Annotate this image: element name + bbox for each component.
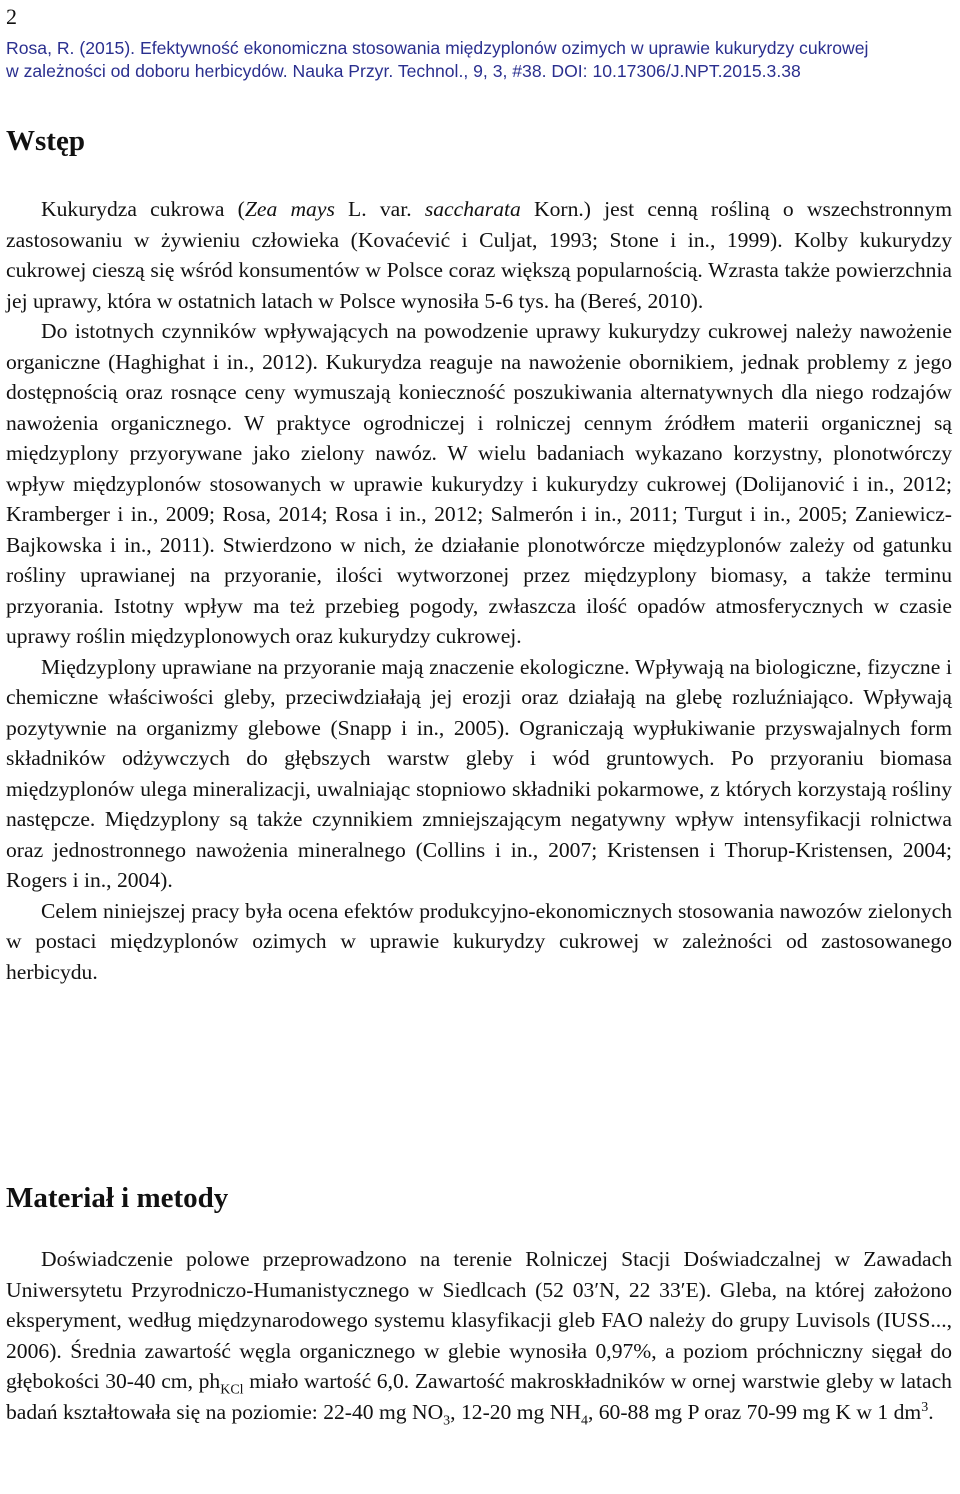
- citation-line-1: Rosa, R. (2015). Efektywność ekonomiczna stosowania międzyplonów ozimych w uprawie kukurydzy cukrowej: [6, 38, 869, 58]
- italic-run: Zea mays: [244, 197, 335, 221]
- superscript: 3: [921, 1399, 929, 1415]
- section-intro-body: [6, 194, 952, 987]
- subscript: 3: [443, 1412, 451, 1428]
- intro-paragraph-4: Celem niniejszej pracy była ocena efektów produkcyjno-ekonomicznych stosowania nawozów zielonych w postaci międzyplonów ozimych w uprawie kukurydzy cukrowej w zależności od zastosowanego herbicydu.: [6, 898, 952, 984]
- subscript: KCl: [220, 1382, 244, 1398]
- intro-paragraph-1: [6, 194, 952, 316]
- section-heading-methods: Materiał i metody: [6, 1182, 229, 1214]
- citation-line-2: w zależności od doboru herbicydów. Nauka Przyr. Technol., 9, 3, #38. DOI: 10.17306/J.NPT.2015.3.38: [6, 61, 801, 81]
- text-run: .: [928, 1399, 934, 1424]
- subscript: 4: [580, 1412, 588, 1428]
- section-heading-intro: Wstęp: [6, 125, 85, 157]
- text-run: L. var.: [334, 197, 425, 221]
- text-run: Kukurydza cukrowa (: [41, 197, 245, 221]
- page-number: 2: [6, 4, 17, 29]
- intro-paragraph-2: Do istotnych czynników wpływających na powodzenie uprawy kukurydzy cukrowej należy nawożenie organiczne (Haghighat i in., 2012). Kukurydza reaguje na nawożenie obornikiem, jednak problemy z jego dostępnością oraz rosnące ceny wymuszają konieczność poszukiwania alternatywnych dla niego rodzajów nawożenia organicznego. W praktyce ogrodniczej i rolniczej cennym źródłem materii organicznej są międzyplony przyorywane jako zielony nawóz. W wielu badaniach wykazano korzystny, plonotwórczy wpływ międzyplonów stosowanych w uprawie kukurydzy i kukurydzy cukrowej (Dolijanović i in., 2012; Kramberger i in., 2009; Rosa, 2014; Rosa i in., 2012; Salmerón i in., 2011; Turgut i in., 2005; Zaniewicz-Bajkowska i in., 2011). Stwierdzono w nich, że działanie plonotwórcze międzyplonów zależy od gatunku rośliny uprawianej na przyoranie, ilości wytworzonej przez międzyplony biomasy, a także terminu przyorania. Istotny wpływ ma też przebieg pogody, zwłaszcza ilość opadów atmosferycznych w czasie uprawy roślin międzyplonowych oraz kukurydzy cukrowej.: [6, 319, 952, 648]
- text-run: Doświadczenie polowe przeprowadzono na terenie Rolniczej Stacji Doświadczalnej w Zawadach Uniwersytetu Przyrodniczo-Humanistycznego w Siedlcach (52 03′N, 22 33′E). Gleba, na której założono eksperyment, według międzynarodowego systemu klasyfikacji gleb FAO należy do grupy Luvisols (IUSS..., 2006). Średnia zawartość węgla organicznego w glebie wynosiła 0,97%, a poziom próchniczny sięgał do głębokości 30-40 cm, ph: [6, 1247, 952, 1393]
- text-run: Korn.) jest cenną rośliną o wszechstronnym zastosowaniu w żywieniu człowieka (Kovaćević i Culjat, 1993; Stone i in., 1999). Kolby kukurydzy cukrowej cieszą się wśród konsumentów w Polsce coraz większą popularnością. Wzrasta także powierzchnia jej uprawy, która w ostatnich latach w Polsce wynosiła 5-6 tys. ha (Bereś, 2010).: [6, 197, 952, 313]
- text-run: miało wartość 6,0. Zawartość makroskładników w ornej warstwie gleby w latach badań kształtowała się na poziomie: 22-40 mg NO: [6, 1369, 952, 1424]
- text-run: , 12-20 mg NH: [450, 1399, 581, 1424]
- citation-header: [6, 37, 956, 83]
- section-methods-body: [6, 1244, 952, 1427]
- italic-run: saccharata: [424, 197, 521, 221]
- intro-paragraph-3: Międzyplony uprawiane na przyoranie mają znaczenie ekologiczne. Wpływają na biologiczne, fizyczne i chemiczne właściwości gleby, przeciwdziałają jej erozji oraz działają na glebę rozluźniająco. Wpływają pozytywnie na organizmy glebowe (Snapp i in., 2005). Ograniczają wypłukiwanie przyswajalnych form składników odżywczych do głębszych warstw gleby i wód gruntowych. Po przyoraniu biomasa międzyplonów ulega mineralizacji, uwalniając stopniowo składniki pokarmowe, z których korzystają rośliny następcze. Międzyplony są także czynnikiem zmniejszającym negatywny wpływ intensyfikacji rolnictwa oraz jednostronnego nawożenia mineralnego (Collins i in., 2007; Kristensen i Thorup-Kristensen, 2004; Rogers i in., 2004).: [6, 654, 952, 892]
- text-run: , 60-88 mg P oraz 70-99 mg K w 1 dm: [587, 1399, 922, 1424]
- methods-paragraph-1: [6, 1244, 952, 1427]
